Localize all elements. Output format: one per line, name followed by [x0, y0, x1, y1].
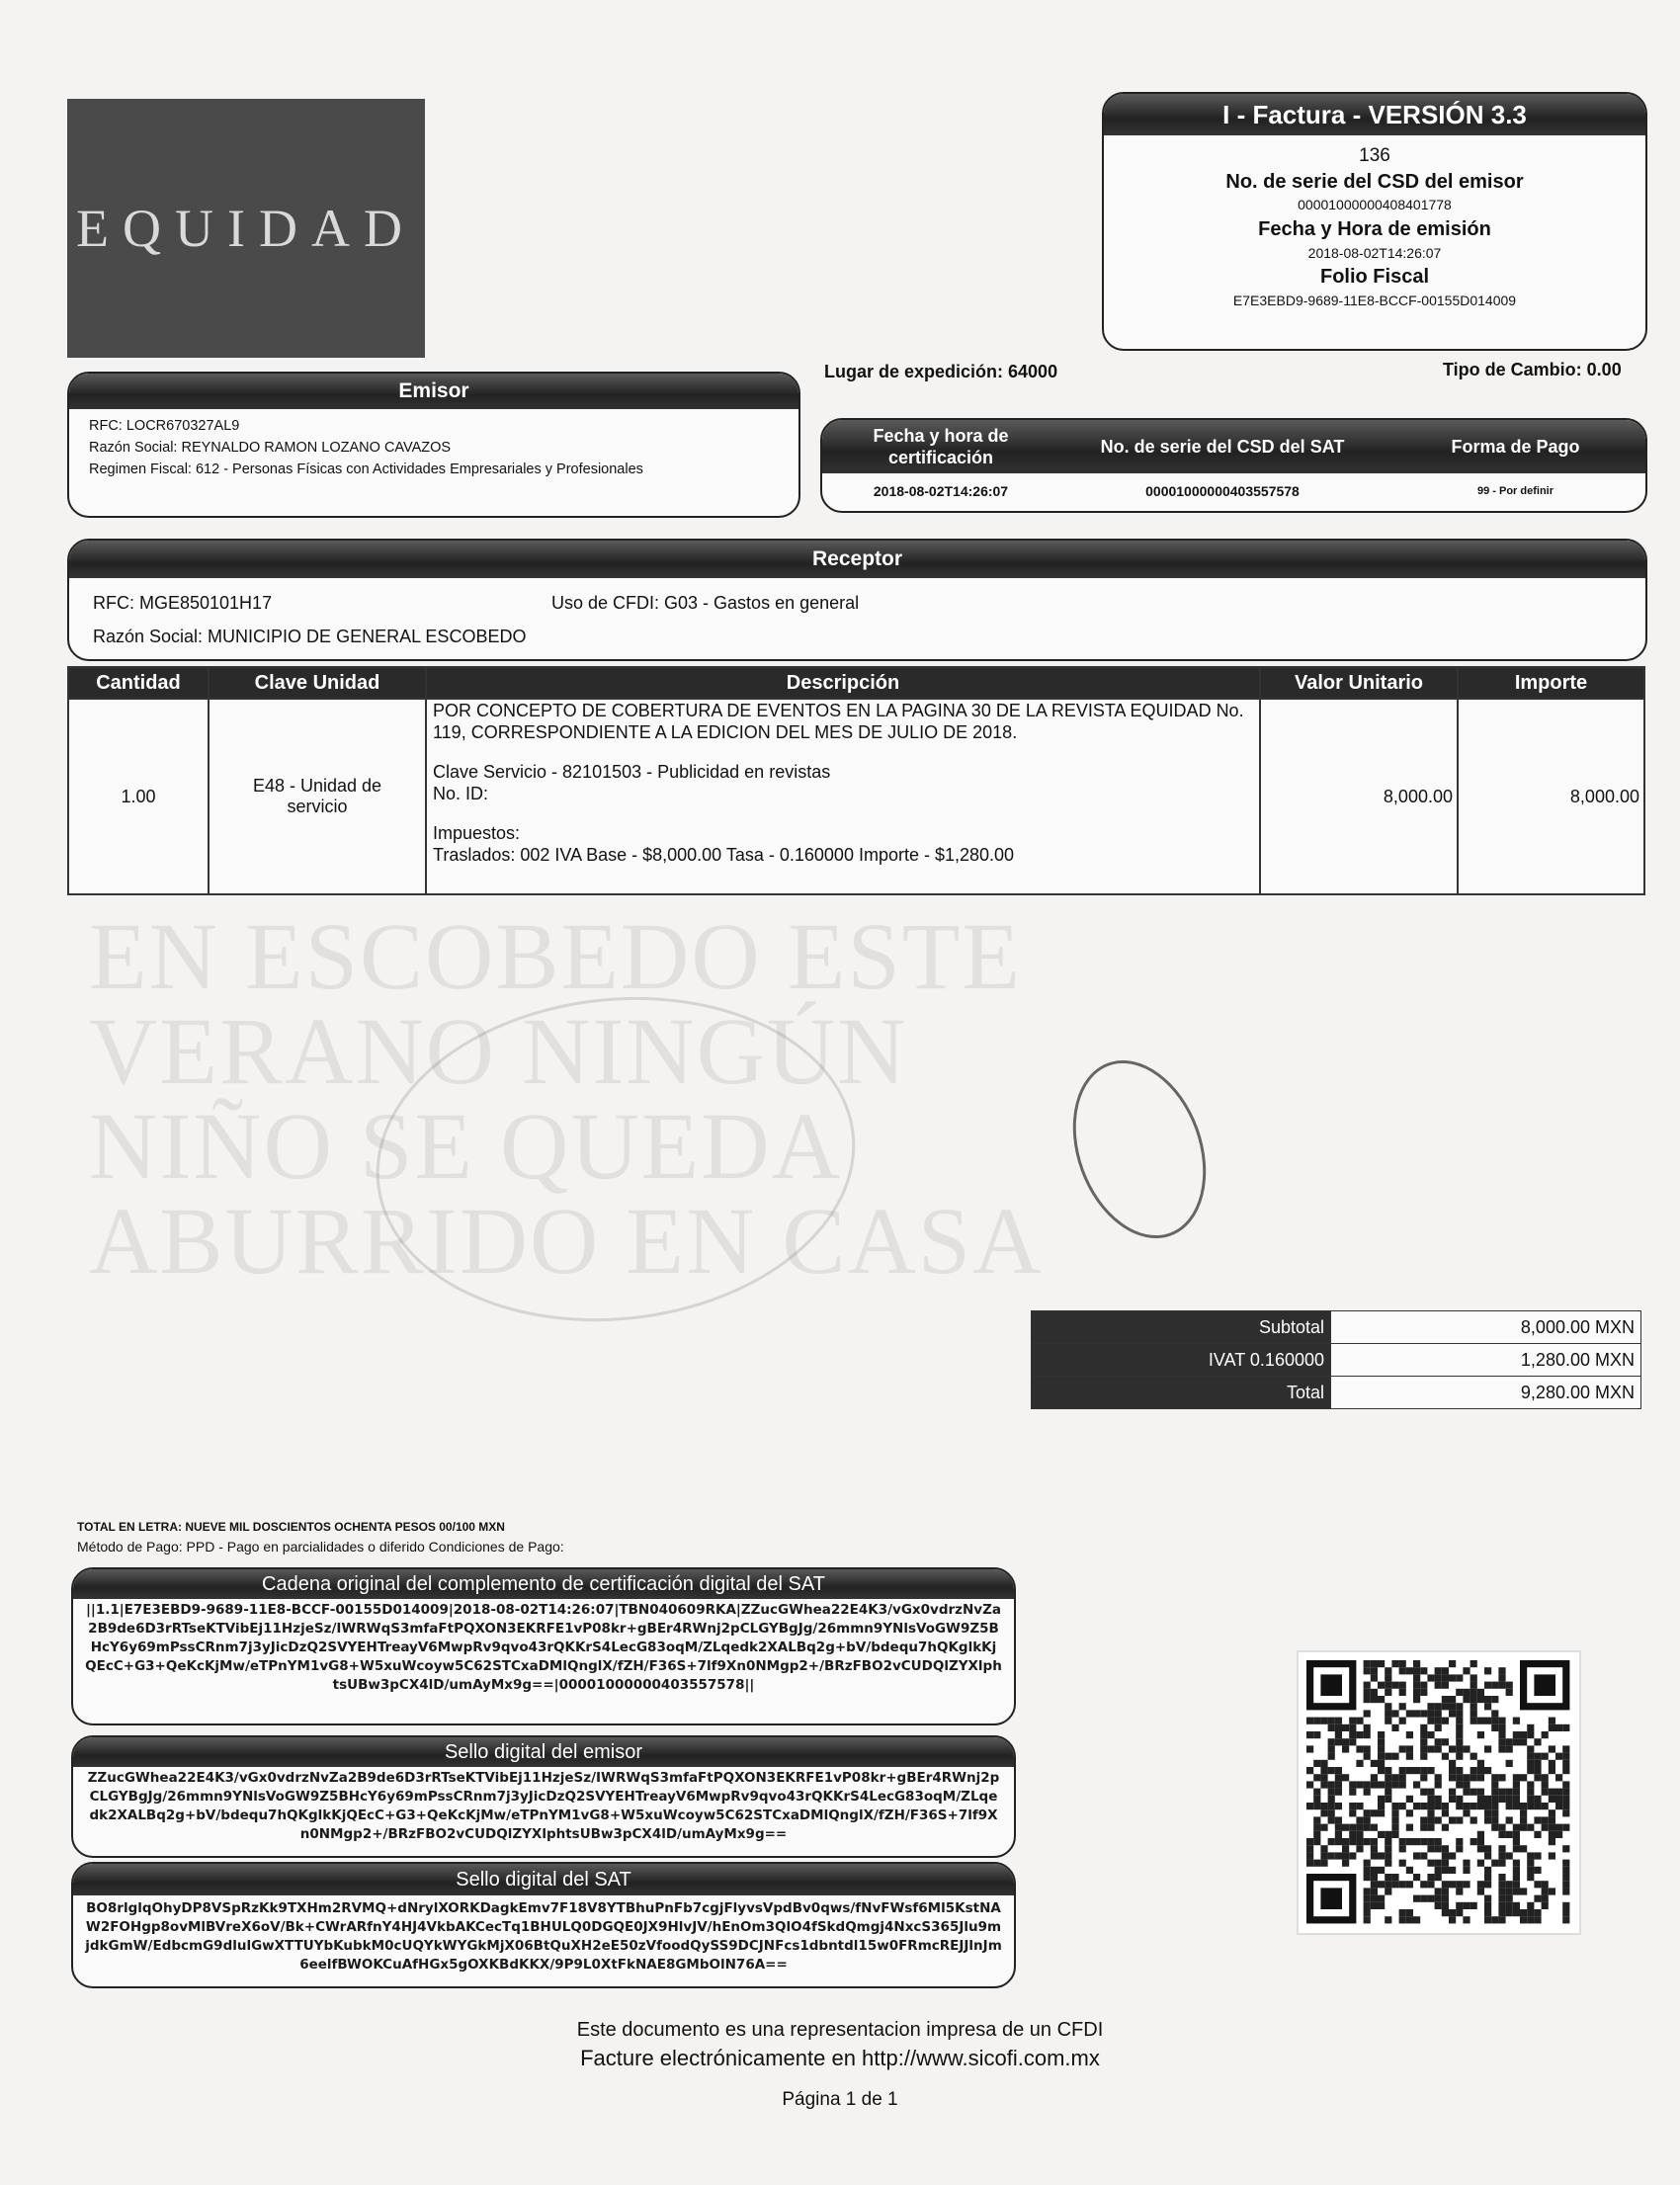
- table-row: [68, 699, 1644, 894]
- item-clave-unidad: E48 - Unidad de servicio: [209, 699, 426, 894]
- csd-emisor-label: No. de serie del CSD del emisor: [1225, 171, 1524, 193]
- folio-fiscal-label: Folio Fiscal: [1319, 266, 1430, 288]
- qr-code: [1297, 1650, 1581, 1935]
- sello-sat-header: Sello digital del SAT: [73, 1864, 1014, 1895]
- fecha-emision-label: Fecha y Hora de emisión: [1258, 218, 1491, 240]
- cert-csd-sat-value: 00001000000403557578: [1145, 483, 1300, 499]
- sello-emisor-box: [71, 1735, 1016, 1858]
- col-cantidad: Cantidad: [68, 667, 209, 699]
- emisor-razon-social: Razón Social: REYNALDO RAMON LOZANO CAVAZOS: [89, 440, 452, 456]
- page-number: Página 1 de 1: [782, 2089, 898, 2110]
- total-en-letra: TOTAL EN LETRA: NUEVE MIL DOSCIENTOS OCHENTA PESOS 00/100 MXN: [77, 1520, 505, 1534]
- emisor-regimen: Regimen Fiscal: 612 - Personas Físicas con Actividades Empresariales y Profesionales: [89, 462, 643, 477]
- item-valor-unitario: 8,000.00: [1260, 699, 1458, 894]
- company-logo-text: EQUIDAD: [76, 199, 416, 258]
- item-desc-no-id: No. ID:: [433, 784, 489, 803]
- subtotal-label: Subtotal: [1032, 1311, 1331, 1344]
- footer-line-2: Facture electrónicamente en http://www.sicofi.com.mx: [580, 2046, 1100, 2070]
- folio: 136: [1359, 145, 1390, 166]
- sello-emisor-text: ZZucGWhea22E4K3/vGx0vdrzNvZa2B9de6D3rRTseKTVibEj11HzjeSz/IWRWqS3mfaFtPQXON3EKRFE1vP08kr+gBEr4RWnj2pCLGYBgJg/26mmn9YNlsVoGW9Z5BHcY6y69mPssCRnm7j3yJicDzQ2SVYEHTreayV6MwpRv9qvo43rQKKrS4LecG83oqM/ZLqedk2XALBq2g+bV/bdequ7hQKglkKjQEcC+G3+QeKcKjMw/eTPnYM1vG8+W5xuWcoyw5C62STCxaDMlQnglX/fZH/F36S+7lf9Xn0NMgp2+/BRzFBO2vCUDQlZYXlphtsUBw3pCX4lD/umAyMx9g==: [87, 1770, 1000, 1842]
- item-desc-impuestos: Impuestos:: [433, 823, 521, 843]
- sello-emisor-header: Sello digital del emisor: [73, 1737, 1014, 1767]
- item-importe: 8,000.00: [1458, 699, 1644, 894]
- totals-row: [1032, 1377, 1641, 1409]
- iva-value: 1,280.00 MXN: [1331, 1344, 1641, 1377]
- factura-title: I - Factura - VERSIÓN 3.3: [1104, 94, 1645, 135]
- col-importe: Importe: [1458, 667, 1644, 699]
- sello-sat-text: BO8rlglqOhyDP8VSpRzKk9TXHm2RVMQ+dNrylXORKDagkEmv7F18V8YTBhuPnFb7cgjFlyvsVpdBv0qws/fNvFWsf6Ml5KstNAW2FOHgp8ovMlBVreX6oV/Bk+CWrARfnY4HJ4VkbAKCecTq1BHULQ0DGQE0JX9HlvJV/hEnOm3QlO4fSkdQmgj4NxcS365Jlu9mjdkGmW/EdbcmG9dlulGwXTTUYbKubkM0cUQYkWYGkMjX06BtQuXH2eE50zVfoodQySS9DCJNFcs1dbntdl15w0FRmcREJJlnJm6eelfBWOKCuAfHGx5gOXKBdKKX/9P9L0XtFkNAE8GMbOlN76A==: [85, 1900, 1002, 1973]
- receptor-rfc: RFC: MGE850101H17: [93, 593, 273, 613]
- col-clave-unidad: Clave Unidad: [209, 667, 426, 699]
- emisor-box: [67, 372, 800, 518]
- receptor-box: [67, 539, 1647, 661]
- totals-row: [1032, 1311, 1641, 1344]
- receptor-header: Receptor: [69, 541, 1645, 578]
- certificacion-box: [820, 418, 1647, 513]
- totals-row: [1032, 1344, 1641, 1377]
- factura-box: [1102, 92, 1647, 351]
- sello-sat-box: [71, 1862, 1016, 1988]
- cert-forma-pago-header: Forma de Pago: [1451, 436, 1580, 457]
- cadena-original-header: Cadena original del complemento de certificación digital del SAT: [73, 1569, 1014, 1599]
- company-logo: [67, 99, 425, 358]
- tipo-cambio: Tipo de Cambio: 0.00: [1443, 360, 1622, 379]
- receptor-uso-cfdi: Uso de CFDI: G03 - Gastos en general: [551, 593, 860, 613]
- cadena-original-text: ||1.1|E7E3EBD9-9689-11E8-BCCF-00155D014009|2018-08-02T14:26:07|TBN040609RKA|ZZucGWhea22E4K3/vGx0vdrzNvZa2B9de6D3rRTseKTVibEj11HzjeSz/IWRWqS3mfaFtPQXON3EKRFE1vP08kr+gBEr4RWnj2pCLGYBgJg/26mmn9YNlsVoGW9Z5BHcY6y69mPssCRnm7j3yJicDzQ2SVYEHTreayV6MwpRv9qvo43rQKKrS4LecG83oqM/ZLqedk2XALBq2g+bV/bdequ7hQKglkKjQEcC+G3+QeKcKjMw/eTPnYM1vG8+W5xuWcoyw5C62STCxaDMlQnglX/fZH/F36S+7lf9Xn0NMgp2+/BRzFBO2vCUDQlZYXlphtsUBw3pCX4lD/umAyMx9g==|00001000000403557578||: [85, 1602, 1002, 1693]
- item-desc-traslados: Traslados: 002 IVA Base - $8,000.00 Tasa - 0.160000 Importe - $1,280.00: [433, 845, 1015, 865]
- cert-csd-sat-header: No. de serie del CSD del SAT: [1100, 436, 1345, 457]
- subtotal-value: 8,000.00 MXN: [1331, 1311, 1641, 1344]
- metodo-pago: Método de Pago: PPD - Pago en parcialidades o diferido Condiciones de Pago:: [77, 1539, 564, 1555]
- item-cantidad: 1.00: [68, 699, 209, 894]
- footer-line-1: Este documento es una representacion impresa de un CFDI: [576, 2019, 1104, 2041]
- lugar-expedicion: Lugar de expedición: 64000: [824, 362, 1058, 381]
- item-desc-concepto: POR CONCEPTO DE COBERTURA DE EVENTOS EN LA PAGINA 30 DE LA REVISTA EQUIDAD No. 119, CORRESPONDIENTE A LA EDICION DEL MES DE JULIO DE 2018.: [433, 701, 1244, 742]
- cadena-original-box: [71, 1567, 1016, 1725]
- col-descripcion: Descripción: [426, 667, 1260, 699]
- total-value: 9,280.00 MXN: [1331, 1377, 1641, 1409]
- emisor-rfc: RFC: LOCR670327AL9: [89, 418, 240, 434]
- fecha-emision-value: 2018-08-02T14:26:07: [1307, 245, 1442, 261]
- emisor-header: Emisor: [69, 374, 798, 409]
- total-label: Total: [1032, 1377, 1331, 1409]
- item-desc-clave-servicio: Clave Servicio - 82101503 - Publicidad en revistas: [433, 762, 831, 782]
- folio-fiscal-value: E7E3EBD9-9689-11E8-BCCF-00155D014009: [1232, 293, 1517, 308]
- footer: [514, 2016, 1166, 2115]
- cert-fecha-value: 2018-08-02T14:26:07: [873, 483, 1009, 499]
- cert-fecha-header: Fecha y hora de certificación: [873, 426, 1009, 467]
- item-descripcion: [426, 699, 1260, 894]
- background-bleed-through: EN ESCOBEDO ESTE VERANO NINGÚN NIÑO SE QUEDA ABURRIDO EN CASA: [89, 903, 1044, 1294]
- iva-label: IVAT 0.160000: [1032, 1344, 1331, 1377]
- receptor-razon-social: Razón Social: MUNICIPIO DE GENERAL ESCOBEDO: [93, 627, 527, 646]
- qr-code-graphic: [1299, 1652, 1579, 1933]
- totals-table: [1031, 1310, 1641, 1409]
- items-table: [67, 666, 1645, 895]
- csd-emisor-value: 00001000000408401778: [1298, 197, 1452, 212]
- col-valor-unitario: Valor Unitario: [1260, 667, 1458, 699]
- cert-forma-pago-value: 99 - Por definir: [1476, 485, 1554, 497]
